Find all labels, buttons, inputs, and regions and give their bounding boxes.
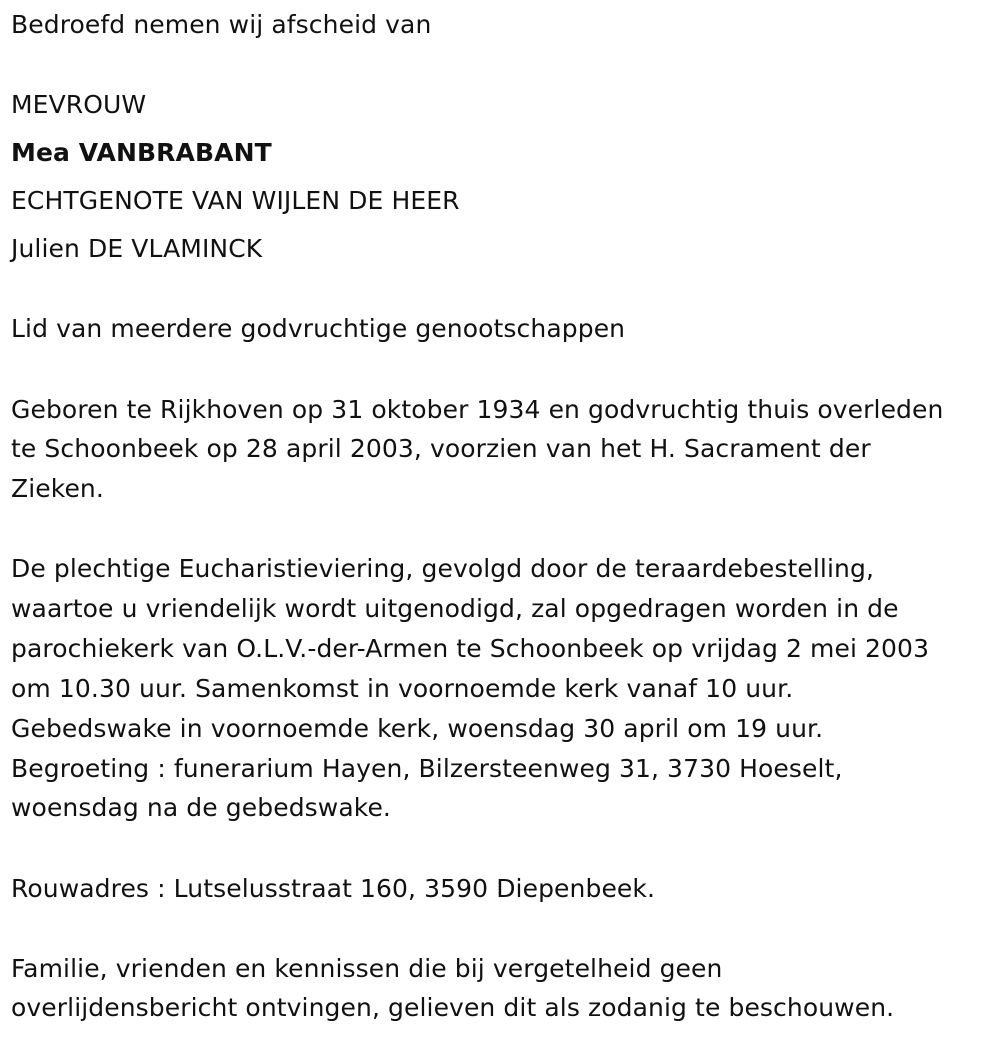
ceremony-line: Begroeting : funerarium Hayen, Bilzersteenweg 31, 3730 Hoeselt, bbox=[11, 754, 843, 783]
title-text: MEVROUW bbox=[11, 90, 147, 119]
intro-text: Bedroefd nemen wij afscheid van bbox=[11, 10, 432, 39]
address-text: Rouwadres : Lutselusstraat 160, 3590 Diepenbeek. bbox=[11, 874, 656, 903]
membership-text: Lid van meerdere godvruchtige genootschappen bbox=[11, 314, 626, 343]
ceremony-line: woensdag na de gebedswake. bbox=[11, 793, 391, 822]
ceremony-line: om 10.30 uur. Samenkomst in voornoemde kerk vanaf 10 uur. bbox=[11, 674, 794, 703]
birth-death-line: Zieken. bbox=[11, 474, 104, 503]
birth-death-line: Geboren te Rijkhoven op 31 oktober 1934 en godvruchtig thuis overleden bbox=[11, 395, 944, 424]
relation-text: ECHTGENOTE VAN WIJLEN DE HEER bbox=[11, 186, 460, 215]
ceremony-line: De plechtige Eucharistieviering, gevolgd door de teraardebestelling, bbox=[11, 554, 874, 583]
spouse-name: Julien DE VLAMINCK bbox=[11, 234, 263, 263]
ceremony-line: Gebedswake in voornoemde kerk, woensdag 30 april om 19 uur. bbox=[11, 714, 824, 743]
ceremony-line: waartoe u vriendelijk wordt uitgenodigd, zal opgedragen worden in de bbox=[11, 594, 899, 623]
birth-death-line: te Schoonbeek op 28 april 2003, voorzien van het H. Sacrament der bbox=[11, 434, 871, 463]
ceremony-line: parochiekerk van O.L.V.-der-Armen te Schoonbeek op vrijdag 2 mei 2003 bbox=[11, 634, 930, 663]
closing-line: Familie, vrienden en kennissen die bij vergetelheid geen bbox=[11, 954, 723, 983]
deceased-name: Mea VANBRABANT bbox=[11, 138, 272, 167]
closing-line: overlijdensbericht ontvingen, gelieven dit als zodanig te beschouwen. bbox=[11, 993, 895, 1022]
